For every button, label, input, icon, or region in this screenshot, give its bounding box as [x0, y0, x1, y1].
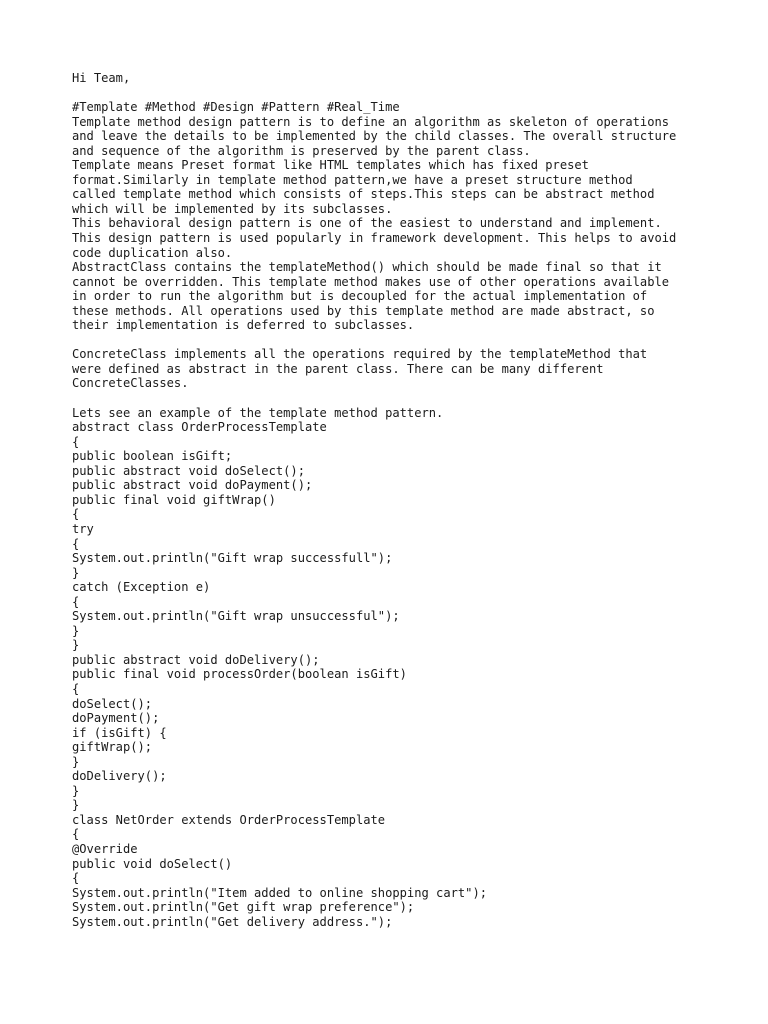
text-line: Template method design pattern is to define an algorithm as skeleton of operations [72, 114, 670, 129]
text-line: cannot be overridden. This template method makes use of other operations available [72, 274, 670, 289]
text-line: code duplication also. [72, 245, 233, 260]
text-line: these methods. All operations used by this template method are made abstract, so [72, 303, 655, 318]
text-line: if (isGift) { [72, 725, 167, 740]
text-line: } [72, 565, 80, 580]
text-line: { [72, 594, 80, 609]
text-line: System.out.println("Get delivery address."); [72, 914, 393, 929]
text-line: which will be implemented by its subclasses. [72, 201, 393, 216]
text-line: in order to run the algorithm but is decoupled for the actual implementation of [72, 289, 648, 304]
text-line: abstract class OrderProcessTemplate [72, 420, 327, 435]
text-line: and leave the details to be implemented by the child classes. The overall structure [72, 129, 677, 144]
text-line: try [72, 521, 94, 536]
text-line: public final void giftWrap() [72, 492, 276, 507]
text-line: System.out.println("Gift wrap successfull"); [72, 551, 393, 566]
text-line: public abstract void doPayment(); [72, 478, 313, 493]
text-line: public void doSelect() [72, 856, 233, 871]
text-line: } [72, 798, 80, 813]
text-line: public abstract void doDelivery(); [72, 652, 320, 667]
text-line: This design pattern is used popularly in framework development. This helps to avoid [72, 231, 677, 246]
text-line: catch (Exception e) [72, 580, 211, 595]
text-line: called template method which consists of steps.This steps can be abstract method [72, 187, 655, 202]
text-line: public boolean isGift; [72, 449, 233, 464]
text-line: { [72, 507, 80, 522]
text-line: ConcreteClasses. [72, 376, 189, 391]
text-line: System.out.println("Gift wrap unsuccessful"); [72, 609, 400, 624]
text-line: giftWrap(); [72, 740, 153, 755]
blank-line [72, 391, 732, 406]
text-line: doDelivery(); [72, 769, 167, 784]
text-line: } [72, 754, 80, 769]
text-line: #Template #Method #Design #Pattern #Real_Time [72, 100, 400, 115]
document-body [72, 71, 732, 929]
text-line: Lets see an example of the template method pattern. [72, 405, 444, 420]
text-line: } [72, 638, 80, 653]
text-line: Hi Team, [72, 71, 131, 85]
text-line: their implementation is deferred to subclasses. [72, 318, 415, 333]
text-line: { [72, 871, 80, 886]
text-line: doPayment(); [72, 711, 160, 726]
text-line: { [72, 681, 80, 696]
text-line: class NetOrder extends OrderProcessTemplate [72, 812, 386, 827]
text-line: format.Similarly in template method pattern,we have a preset structure method [72, 172, 633, 187]
text-line: doSelect(); [72, 696, 153, 711]
text-line: } [72, 623, 80, 638]
blank-line [72, 86, 732, 101]
text-line: public final void processOrder(boolean isGift) [72, 667, 407, 682]
text-line: This behavioral design pattern is one of the easiest to understand and implement. [72, 216, 662, 231]
text-line: System.out.println("Get gift wrap preference"); [72, 900, 415, 915]
text-line: @Override [72, 841, 138, 856]
text-line: and sequence of the algorithm is preserved by the parent class. [72, 143, 531, 158]
text-line: ConcreteClass implements all the operations required by the templateMethod that [72, 347, 648, 362]
text-line: System.out.println("Item added to online shopping cart"); [72, 885, 488, 900]
text-line: { [72, 827, 80, 842]
blank-line [72, 333, 732, 348]
text-line: were defined as abstract in the parent class. There can be many different [72, 361, 604, 376]
text-line: { [72, 536, 80, 551]
text-line: public abstract void doSelect(); [72, 463, 305, 478]
text-line: AbstractClass contains the templateMethod() which should be made final so that it [72, 260, 662, 275]
text-line: } [72, 783, 80, 798]
text-line: Template means Preset format like HTML templates which has fixed preset [72, 158, 589, 173]
text-line: { [72, 434, 80, 449]
